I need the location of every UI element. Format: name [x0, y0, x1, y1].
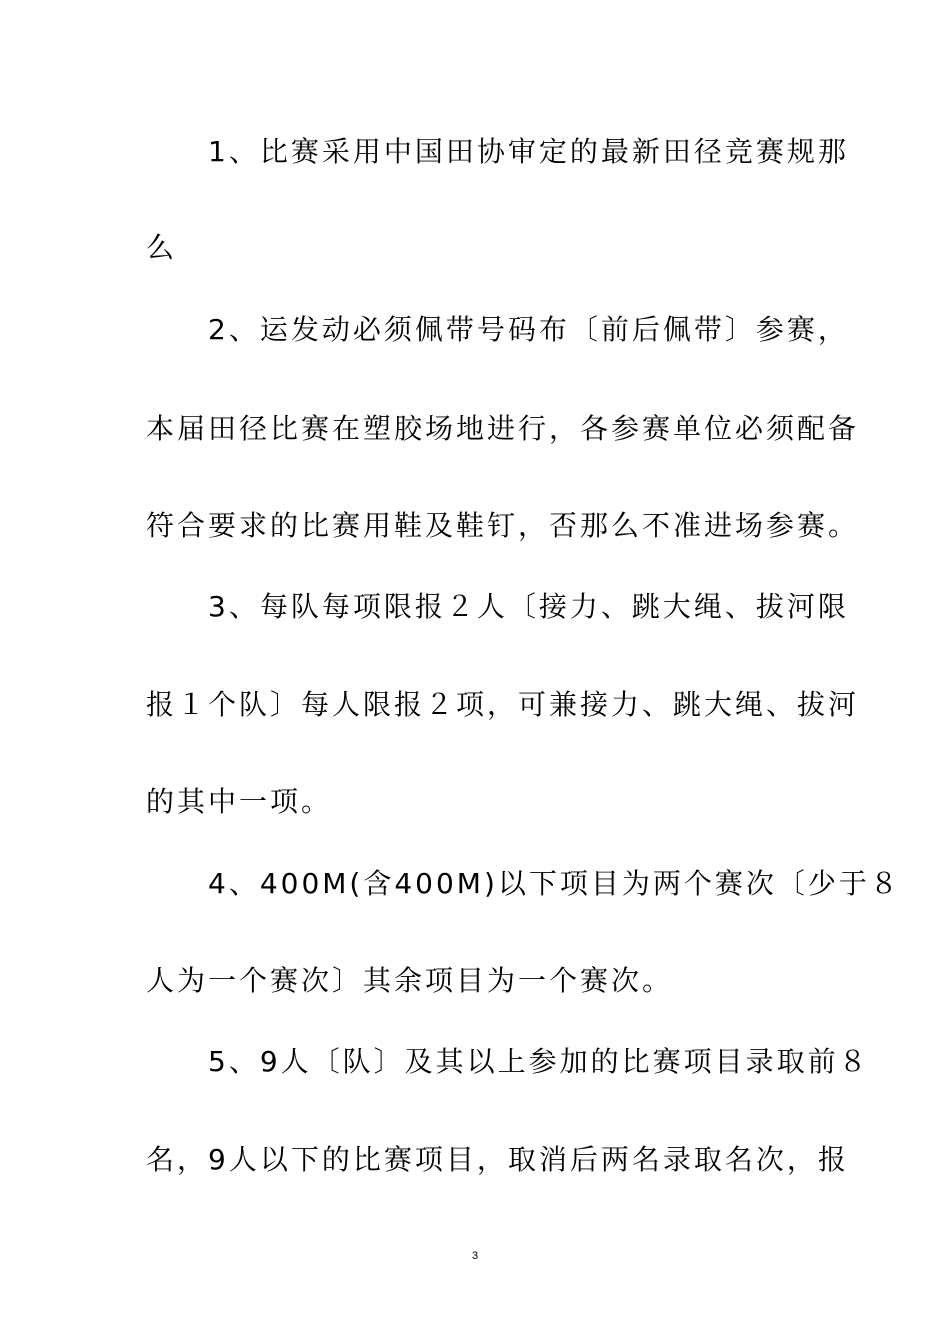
page-number: 3	[471, 1250, 479, 1262]
text-line-1: 1、比赛采用中国田协审定的最新田径竞赛规那	[146, 135, 849, 168]
text-line-11: 5、9人〔队〕及其以上参加的比赛项目录取前８	[146, 1045, 870, 1078]
text-line-7: 报１个队〕每人限报２项，可兼接力、跳大绳、拔河	[146, 688, 860, 721]
text-line-6: 3、每队每项限报２人〔接力、跳大绳、拔河限	[146, 590, 849, 623]
text-line-4: 本届田径比赛在塑胶场地进行，各参赛单位必须配备	[146, 412, 860, 445]
text-line-10: 人为一个赛次〕其余项目为一个赛次。	[146, 964, 674, 997]
text-line-2: 么	[146, 231, 178, 264]
text-line-12: 名，9人以下的比赛项目，取消后两名录取名次，报	[146, 1143, 849, 1176]
text-line-3: 2、运发动必须佩带号码布〔前后佩带〕参赛，	[146, 313, 849, 346]
text-line-5: 符合要求的比赛用鞋及鞋钉，否那么不准进场参赛。	[146, 509, 860, 542]
text-line-8: 的其中一项。	[146, 785, 333, 818]
text-line-9: 4、400M(含400M)以下项目为两个赛次〔少于８	[146, 867, 901, 900]
